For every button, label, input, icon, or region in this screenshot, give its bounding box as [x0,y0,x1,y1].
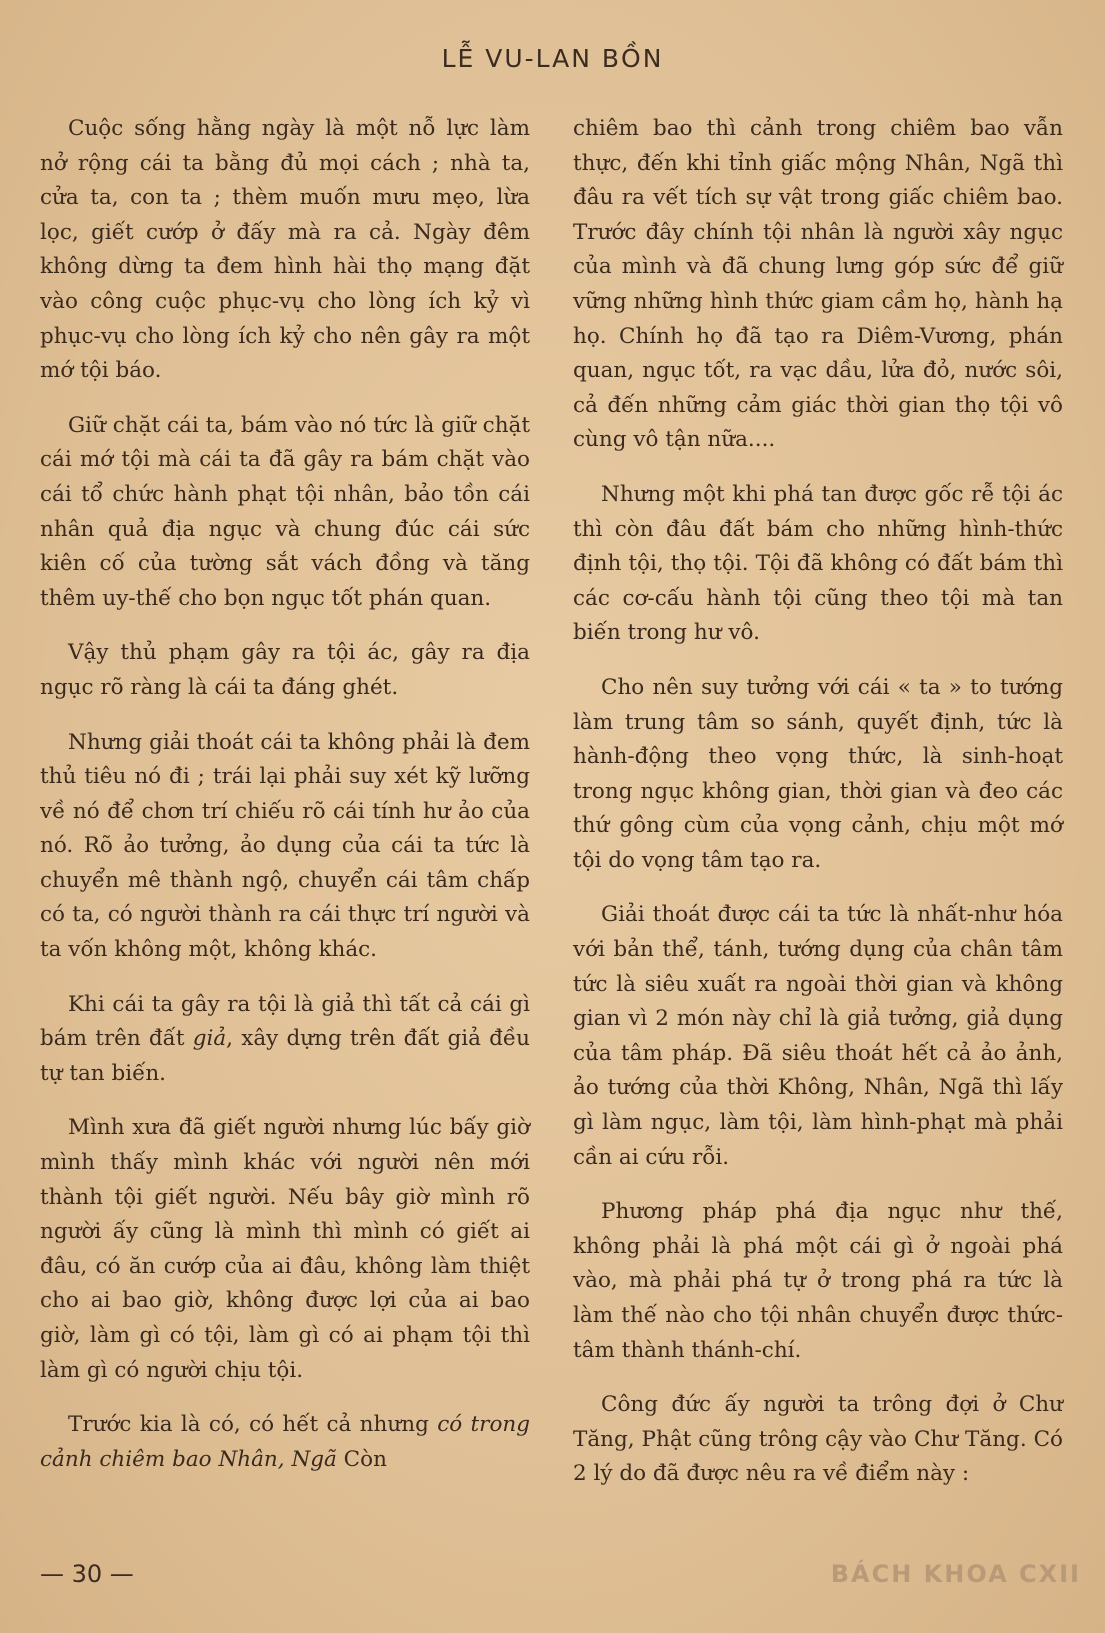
paragraph: Nhưng một khi phá tan được gốc rễ tội ác thì còn đâu đất bám cho những hình-thức định tội, thọ tội. Tội đã không có đất bám thì các cơ-cấu hành tội cũng theo tội mà tan biến trong hư vô. [573,481,1063,646]
italic-text: giả [192,1026,227,1052]
text-run: , xây dựng trên đất giả đều tự tan biến. [40,1026,530,1086]
page-header-title: LỄ VU-LAN BỒN [441,44,664,73]
paragraph: Vậy thủ phạm gây ra tội ác, gây ra địa ngục rõ ràng là cái ta đáng ghét. [40,640,530,700]
paragraph: Nhưng giải thoát cái ta không phải là đem thủ tiêu nó đi ; trái lại phải suy xét kỹ lưỡng về nó để chơn trí chiếu rõ cái tính hư ảo của nó. Rõ ảo tưởng, ảo dụng của cái ta tức là chuyển mê thành ngộ, chuyển cái tâm chấp có ta, có người thành ra cái thực trí người và ta vốn không một, không khác. [40,729,530,963]
paragraph: Mình xưa đã giết người nhưng lúc bấy giờ mình thấy mình khác với người nên mới thành tội giết người. Nếu bây giờ mình rõ người ấy cũng là mình thì mình có giết ai đâu, có ăn cướp của ai đâu, không làm thiệt cho ai bao giờ, không được lợi của ai bao giờ, làm gì có tội, làm gì có ai phạm tội thì làm gì có người chịu tội. [40,1115,530,1383]
paragraph: Cho nên suy tưởng với cái « ta » to tướng làm trung tâm so sánh, quyết định, tức là hành-động theo vọng thức, là sinh-hoạt trong ngục không gian, thời gian và đeo các thứ gông cùm của vọng cảnh, chịu một mớ tội do vọng tâm tạo ra. [573,674,1063,873]
paragraph: Cuộc sống hằng ngày là một nỗ lực làm nở rộng cái ta bằng đủ mọi cách ; nhà ta, cửa ta, con ta ; thèm muốn mưu mẹo, lừa lọc, giết cướp ở đấy mà ra cả. Ngày đêm không dừng ta đem hình hài thọ mạng đặt vào công cuộc phục-vụ cho lòng ích kỷ vì phục-vụ cho lòng ích kỷ cho nên gây ra một mớ tội báo. [40,116,530,384]
paragraph [40,988,530,1092]
paragraph: Giữ chặt cái ta, bám vào nó tức là giữ chặt cái mớ tội mà cái ta đã gây ra bám chặt vào cái tổ chức hành phạt tội nhân, bảo tồn cái nhân quả địa ngục và chung đúc cái sức kiên cố của tường sắt vách đồng và tăng thêm uy-thế cho bọn ngục tốt phán quan. [40,412,530,611]
page-number: — 30 — [40,1560,134,1588]
left-column [40,112,530,1497]
paragraph [40,1408,530,1477]
italic-text: có trong cảnh chiêm bao Nhân, Ngã [40,1412,530,1472]
paragraph: Phương pháp phá địa ngục như thế, không phải là phá một cái gì ở ngoài phá vào, mà phải phá tự ở trong phá ra tức là làm thế nào cho tội nhân chuyển được thức-tâm thành thánh-chí. [573,1199,1063,1363]
paragraph: Công đức ấy người ta trông đợi ở Chư Tăng, Phật cũng trông cậy vào Chư Tăng. Có 2 lý do đã được nêu ra về điểm này : [573,1392,1063,1487]
text-run: Trước kia là có, có hết cả nhưng [68,1412,438,1438]
text-run: Khi cái ta gây ra tội là giả thì tất cả cái gì bám trên đất [40,991,530,1052]
paragraph: chiêm bao thì cảnh trong chiêm bao vẫn thực, đến khi tỉnh giấc mộng Nhân, Ngã thì đâu ra vết tích sự vật trong giấc chiêm bao. Trước đây chính tội nhân là người xây ngục của mình và đã chung lưng góp sức để giữ vững những hình thức giam cầm họ, hành hạ họ. Chính họ đã tạo ra Diêm-Vương, phán quan, ngục tốt, ra vạc dầu, lửa đỏ, nước sôi, cả đến những cảm giác thời gian thọ tội vô cùng vô tận nữa.... [573,116,1063,453]
publication-name: BÁCH KHOA CXII [830,1560,1081,1588]
right-column [573,112,1063,1512]
paragraph: Giải thoát được cái ta tức là nhất-như hóa với bản thể, tánh, tướng dụng của chân tâm tức là siêu xuất ra ngoài thời gian và không gian vì 2 món này chỉ là giả tưởng, giả dụng của tâm pháp. Đã siêu thoát hết cả ảo ảnh, ảo tướng của thời Không, Nhân, Ngã thì lấy gì làm ngục, làm tội, làm hình-phạt mà phải cần ai cứu rỗi. [573,902,1063,1170]
text-run: Còn [336,1446,387,1472]
